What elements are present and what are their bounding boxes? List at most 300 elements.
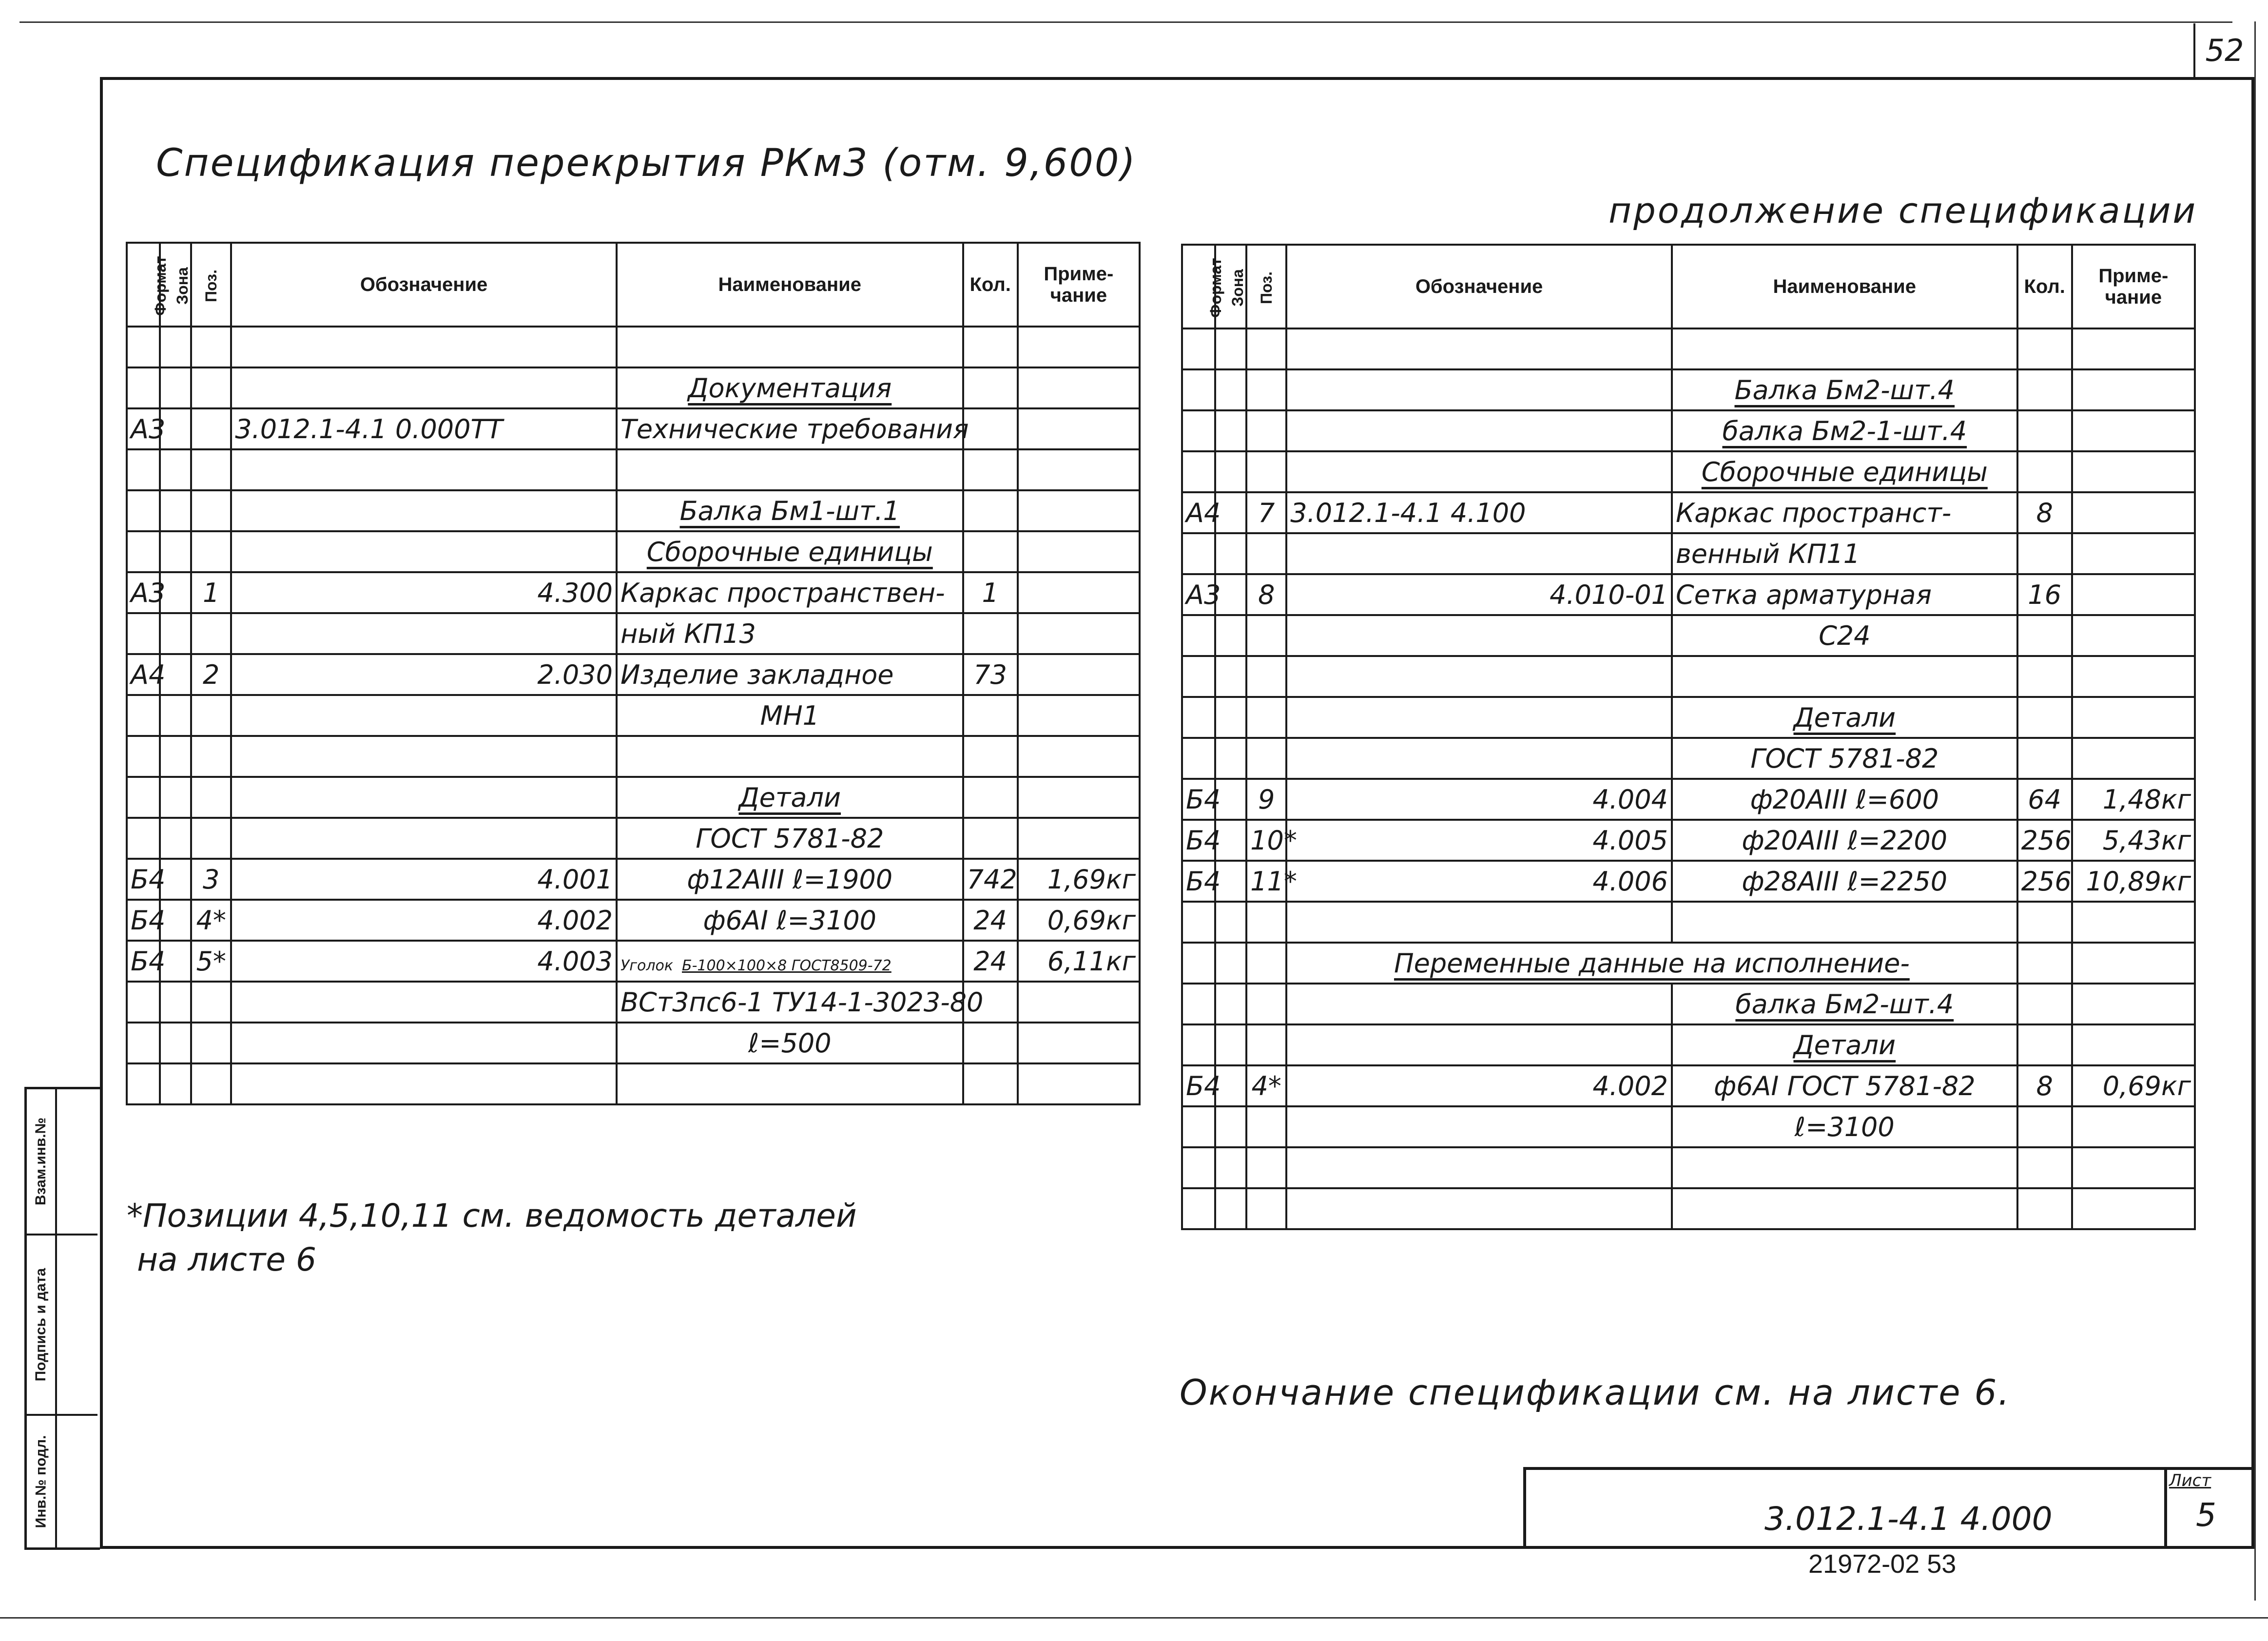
table-row: [1182, 410, 2195, 451]
cell-note: [1018, 818, 1140, 859]
cell-format: [1182, 533, 1215, 574]
cell-note: [2072, 451, 2195, 492]
cell-pos: [1246, 615, 1286, 656]
cell-designation: [1286, 1106, 1672, 1147]
cell-designation: [1286, 410, 1672, 451]
sheet-number: 5: [2196, 1496, 2216, 1534]
cell-format: Б4: [127, 941, 160, 982]
cell-note: [2072, 492, 2195, 533]
cell-name: балка Бм2-1-шт.4: [1672, 410, 2017, 451]
cell-qty: 73: [963, 654, 1018, 695]
cell-note: [1018, 572, 1140, 613]
cell-qty: [2017, 984, 2072, 1024]
archive-number: 21972-02 53: [1808, 1549, 1957, 1579]
cell-name: [1672, 1147, 2017, 1188]
strip-label-original: Инв.№ подл.: [27, 1416, 57, 1547]
table-row: [1182, 902, 2195, 943]
cell-zone: [160, 1023, 191, 1063]
cell-name: [1672, 656, 2017, 697]
cell-pos: [191, 531, 231, 572]
table-row: [1182, 820, 2195, 861]
table-row: [1182, 451, 2195, 492]
cell-zone: [160, 818, 191, 859]
strip-label-signature: Подпись и дата: [27, 1236, 57, 1414]
cell-note: [2072, 533, 2195, 574]
cell-name: ф28АIII ℓ=2250: [1672, 861, 2017, 902]
table-row: [1182, 943, 2195, 984]
cell-format: [1182, 656, 1215, 697]
cell-format: [127, 695, 160, 736]
cell-note: [1018, 1023, 1140, 1063]
table-row: [127, 572, 1140, 613]
cell-qty: 8: [2017, 492, 2072, 533]
cell-format: [1182, 943, 1215, 984]
table-row: [1182, 697, 2195, 738]
cell-format: Б4: [127, 900, 160, 941]
cell-pos: [1246, 451, 1286, 492]
cell-name: [617, 941, 963, 982]
cell-designation: [231, 1063, 617, 1104]
cell-designation: [231, 1023, 617, 1063]
header-format: Формат: [127, 243, 160, 327]
page-title: Спецификация перекрытия РКм3 (отм. 9,600): [156, 141, 1137, 185]
cell-qty: 742: [963, 859, 1018, 900]
cell-format: [127, 1063, 160, 1104]
cell-pos: 10*: [1246, 820, 1286, 861]
cell-qty: [2017, 1188, 2072, 1229]
cell-qty: [2017, 369, 2072, 410]
cell-pos: [191, 695, 231, 736]
cell-format: Б4: [1182, 1065, 1215, 1106]
cell-zone: [1215, 738, 1246, 779]
cell-format: [1182, 1106, 1215, 1147]
cell-designation: [231, 531, 617, 572]
cell-pos: [191, 327, 231, 367]
cell-pos: [1246, 656, 1286, 697]
cell-note: 6,11кг: [1018, 941, 1140, 982]
cell-zone: [1215, 451, 1246, 492]
cell-qty: [963, 327, 1018, 367]
cell-format: [127, 613, 160, 654]
binding-strip: [24, 1087, 100, 1550]
table-row: [1182, 369, 2195, 410]
cell-zone: [160, 1063, 191, 1104]
cell-zone: [160, 982, 191, 1023]
table-row: [1182, 328, 2195, 369]
cell-designation: [1286, 697, 1672, 738]
cell-pos: [1246, 984, 1286, 1024]
cell-pos: [1246, 1147, 1286, 1188]
cell-name: ф12АIII ℓ=1900: [617, 859, 963, 900]
cell-format: [127, 818, 160, 859]
cell-note: [1018, 449, 1140, 490]
page-number: 52: [2193, 23, 2254, 79]
cell-qty: [2017, 697, 2072, 738]
cell-qty: [2017, 656, 2072, 697]
cell-name: Сетка арматурная: [1672, 574, 2017, 615]
cell-designation: [1286, 902, 1672, 943]
cell-designation: [1286, 533, 1672, 574]
cell-pos: [1246, 1024, 1286, 1065]
cell-note: [1018, 613, 1140, 654]
cell-note: [2072, 1188, 2195, 1229]
footnote: *Позиции 4,5,10,11 см. ведомость деталей на листе 6: [127, 1197, 857, 1278]
cell-format: Б4: [1182, 779, 1215, 820]
cell-format: А4: [127, 654, 160, 695]
table-row: [1182, 984, 2195, 1024]
cell-note: [2072, 738, 2195, 779]
cell-note: [1018, 367, 1140, 408]
cell-note: 1,69кг: [1018, 859, 1140, 900]
cell-format: [1182, 1147, 1215, 1188]
cell-qty: 256: [2017, 861, 2072, 902]
cell-pos: [191, 490, 231, 531]
cell-zone: [160, 736, 191, 777]
table-row: [127, 1023, 1140, 1063]
cell-qty: [963, 449, 1018, 490]
cell-zone: [160, 613, 191, 654]
cell-format: А3: [127, 408, 160, 449]
sheet-right-border: [2254, 21, 2256, 1601]
cell-note: [2072, 1106, 2195, 1147]
cell-format: [1182, 451, 1215, 492]
cell-pos: 1: [191, 572, 231, 613]
cell-format: [1182, 984, 1215, 1024]
cell-qty: [2017, 533, 2072, 574]
cell-qty: 1: [963, 572, 1018, 613]
cell-pos: [1246, 1188, 1286, 1229]
cell-designation: [1286, 328, 1672, 369]
table-row: [127, 408, 1140, 449]
cell-qty: [963, 367, 1018, 408]
cell-note: [2072, 697, 2195, 738]
cell-note: [1018, 982, 1140, 1023]
cell-zone: [1215, 328, 1246, 369]
cell-note: [1018, 327, 1140, 367]
cell-format: [127, 367, 160, 408]
cell-designation: [1286, 738, 1672, 779]
cell-pos: [1246, 410, 1286, 451]
cell-format: Б4: [127, 859, 160, 900]
table-header-row: [1182, 245, 2195, 328]
table-row: [1182, 1188, 2195, 1229]
table-row: [127, 982, 1140, 1023]
cell-designation: 4.006: [1286, 861, 1672, 902]
cell-zone: [160, 367, 191, 408]
cell-name: Балка Бм2-шт.4: [1672, 369, 2017, 410]
cell-note: [2072, 328, 2195, 369]
cell-qty: 8: [2017, 1065, 2072, 1106]
header-qty: Кол.: [2017, 245, 2072, 328]
ending-note: Окончание спецификации см. на листе 6.: [1180, 1372, 2011, 1413]
cell-pos: [191, 1023, 231, 1063]
cell-qty: 64: [2017, 779, 2072, 820]
cell-designation: [231, 490, 617, 531]
cell-pos: 9: [1246, 779, 1286, 820]
cell-designation: [1286, 451, 1672, 492]
cell-qty: [2017, 902, 2072, 943]
cell-note: [2072, 943, 2195, 984]
table-row: [1182, 492, 2195, 533]
spec-table-right: [1181, 244, 2196, 1230]
cell-pos: 8: [1246, 574, 1286, 615]
cell-zone: [1215, 656, 1246, 697]
cell-name: С24: [1672, 615, 2017, 656]
cell-format: [1182, 697, 1215, 738]
cell-format: [1182, 1188, 1215, 1229]
cell-note: [1018, 531, 1140, 572]
cell-designation: [231, 982, 617, 1023]
cell-designation: [1286, 1024, 1672, 1065]
header-pos: Поз.: [1246, 245, 1286, 328]
cell-designation: [1286, 615, 1672, 656]
cell-name: ф6АI ℓ=3100: [617, 900, 963, 941]
cell-note: [2072, 615, 2195, 656]
table-row: [127, 900, 1140, 941]
cell-note: [2072, 1147, 2195, 1188]
cell-pos: [191, 736, 231, 777]
cell-pos: [1246, 697, 1286, 738]
cell-designation: [231, 327, 617, 367]
table-row: [127, 941, 1140, 982]
cell-format: [127, 777, 160, 818]
cell-pos: [1246, 328, 1286, 369]
strip-cell-original: [27, 1416, 97, 1547]
cell-qty: [2017, 943, 2072, 984]
cell-designation: 4.010-01: [1286, 574, 1672, 615]
cell-pos: 4*: [1246, 1065, 1286, 1106]
cell-note: [1018, 408, 1140, 449]
header-note: Приме-чание: [2072, 245, 2195, 328]
cell-note: [1018, 695, 1140, 736]
strip-cell-signature: [27, 1236, 97, 1416]
table-row: [127, 531, 1140, 572]
cell-note: 0,69кг: [1018, 900, 1140, 941]
cell-pos: 3: [191, 859, 231, 900]
header-format: Формат: [1182, 245, 1215, 328]
cell-pos: [1246, 1106, 1286, 1147]
table-row: [127, 859, 1140, 900]
cell-designation: [231, 613, 617, 654]
cell-note: [2072, 656, 2195, 697]
cell-note: [2072, 574, 2195, 615]
cell-name: ф20АIII ℓ=2200: [1672, 820, 2017, 861]
table-row: [1182, 1147, 2195, 1188]
cell-zone: [160, 695, 191, 736]
cell-pos: [1246, 738, 1286, 779]
spec-table-right-body: [1182, 328, 2195, 1229]
cell-name: Каркас пространствен-: [617, 572, 963, 613]
cell-name: Детали: [1672, 1024, 2017, 1065]
cell-qty: [963, 531, 1018, 572]
cell-note: [1018, 654, 1140, 695]
table-row: [1182, 533, 2195, 574]
cell-zone: [1215, 1024, 1246, 1065]
cell-qty: [2017, 615, 2072, 656]
cell-pos: [191, 818, 231, 859]
cell-zone: [1215, 984, 1246, 1024]
cell-qty: [963, 736, 1018, 777]
cell-designation: [231, 818, 617, 859]
cell-qty: [963, 777, 1018, 818]
table-row: [1182, 779, 2195, 820]
cell-designation: [1286, 369, 1672, 410]
cell-zone: [160, 531, 191, 572]
cell-designation: 4.003: [231, 941, 617, 982]
cell-pos: [1246, 902, 1286, 943]
cell-qty: [2017, 1147, 2072, 1188]
cell-designation: 4.005: [1286, 820, 1672, 861]
cell-qty: [2017, 451, 2072, 492]
cell-designation: [231, 777, 617, 818]
table-row: [127, 327, 1140, 367]
cell-name: Детали: [617, 777, 963, 818]
header-name: Наименование: [1672, 245, 2017, 328]
cell-note: [1018, 490, 1140, 531]
strip-cell-replacement: [27, 1089, 97, 1236]
cell-note: 0,69кг: [2072, 1065, 2195, 1106]
table-row: [1182, 656, 2195, 697]
cell-pos: 5*: [191, 941, 231, 982]
cell-designation: [1286, 984, 1672, 1024]
cell-designation: 3.012.1-4.1 4.100: [1286, 492, 1672, 533]
cell-format: [127, 531, 160, 572]
cell-zone: [160, 777, 191, 818]
cell-name: Сборочные единицы: [617, 531, 963, 572]
cell-name: ГОСТ 5781-82: [617, 818, 963, 859]
cell-designation: [231, 449, 617, 490]
cell-name: ℓ=3100: [1672, 1106, 2017, 1147]
cell-pos: [191, 982, 231, 1023]
table-row: [127, 613, 1140, 654]
sheet-top-border: [19, 21, 2232, 23]
cell-format: А4: [1182, 492, 1215, 533]
cell-qty: 24: [963, 941, 1018, 982]
cell-format: А3: [1182, 574, 1215, 615]
spec-table-left-body: [127, 327, 1140, 1104]
cell-qty: [2017, 1024, 2072, 1065]
cell-format: [1182, 410, 1215, 451]
header-designation: Обозначение: [1286, 245, 1672, 328]
cell-pos: [191, 1063, 231, 1104]
cell-qty: 256: [2017, 820, 2072, 861]
cell-pos: [191, 408, 231, 449]
cell-designation: 4.002: [231, 900, 617, 941]
cell-name: ф20АIII ℓ=600: [1672, 779, 2017, 820]
cell-name: [617, 327, 963, 367]
variable-data-label: Переменные данные на исполнение-: [1286, 943, 2017, 984]
table-row: [127, 490, 1140, 531]
cell-qty: 24: [963, 900, 1018, 941]
cell-zone: [1215, 1188, 1246, 1229]
table-row: [127, 818, 1140, 859]
cell-format: [1182, 328, 1215, 369]
angle-spec: Б-100×100×8 ГОСТ8509-72: [681, 957, 892, 974]
cell-note: [2072, 902, 2195, 943]
cell-designation: [231, 695, 617, 736]
cell-designation: [1286, 1188, 1672, 1229]
cell-qty: [963, 490, 1018, 531]
cell-qty: [2017, 410, 2072, 451]
cell-designation: [1286, 656, 1672, 697]
header-zone: Зона: [160, 243, 191, 327]
cell-note: [2072, 410, 2195, 451]
cell-pos: [191, 613, 231, 654]
cell-format: А3: [127, 572, 160, 613]
cell-qty: [963, 818, 1018, 859]
cell-designation: [231, 367, 617, 408]
cell-zone: [1215, 369, 1246, 410]
cell-pos: 11*: [1246, 861, 1286, 902]
cell-name: Документация: [617, 367, 963, 408]
cell-designation: 3.012.1-4.1 0.000ТТ: [231, 408, 617, 449]
cell-pos: 7: [1246, 492, 1286, 533]
cell-pos: [191, 777, 231, 818]
header-zone: Зона: [1215, 245, 1246, 328]
cell-zone: [1215, 533, 1246, 574]
cell-note: [1018, 1063, 1140, 1104]
spec-table-left: [126, 242, 1141, 1105]
cell-note: [2072, 1024, 2195, 1065]
cell-note: 5,43кг: [2072, 820, 2195, 861]
cell-name: МН1: [617, 695, 963, 736]
cell-qty: [963, 1023, 1018, 1063]
cell-format: Б4: [1182, 861, 1215, 902]
table-row: [127, 654, 1140, 695]
angle-label: Уголок: [620, 957, 673, 974]
table-row: [1182, 1024, 2195, 1065]
cell-zone: [160, 327, 191, 367]
cell-name: Изделие закладное: [617, 654, 963, 695]
cell-pos: [1246, 943, 1286, 984]
cell-note: [2072, 369, 2195, 410]
cell-format: [1182, 902, 1215, 943]
header-pos: Поз.: [191, 243, 231, 327]
cell-designation: [1286, 1147, 1672, 1188]
cell-name: Каркас пространст-: [1672, 492, 2017, 533]
strip-label-replacement: Взам.инв.№: [27, 1089, 57, 1234]
cell-designation: 4.001: [231, 859, 617, 900]
cell-pos: [191, 367, 231, 408]
cell-name: Детали: [1672, 697, 2017, 738]
cell-qty: 16: [2017, 574, 2072, 615]
cell-zone: [1215, 902, 1246, 943]
cell-pos: 4*: [191, 900, 231, 941]
cell-pos: [1246, 533, 1286, 574]
table-row: [1182, 861, 2195, 902]
table-row: [1182, 1106, 2195, 1147]
cell-pos: 2: [191, 654, 231, 695]
cell-zone: [1215, 943, 1246, 984]
cell-qty: [963, 613, 1018, 654]
cell-qty: [2017, 328, 2072, 369]
cell-name: [1672, 902, 2017, 943]
cell-zone: [1215, 615, 1246, 656]
cell-zone: [1215, 1147, 1246, 1188]
cell-format: [127, 327, 160, 367]
cell-designation: 4.300: [231, 572, 617, 613]
cell-designation: 2.030: [231, 654, 617, 695]
cell-note: 10,89кг: [2072, 861, 2195, 902]
table-row: [1182, 738, 2195, 779]
cell-pos: [191, 449, 231, 490]
cell-zone: [1215, 1106, 1246, 1147]
table-row: [1182, 615, 2195, 656]
cell-name: [617, 736, 963, 777]
cell-name: ный КП13: [617, 613, 963, 654]
cell-designation: [231, 736, 617, 777]
table-row: [127, 449, 1140, 490]
